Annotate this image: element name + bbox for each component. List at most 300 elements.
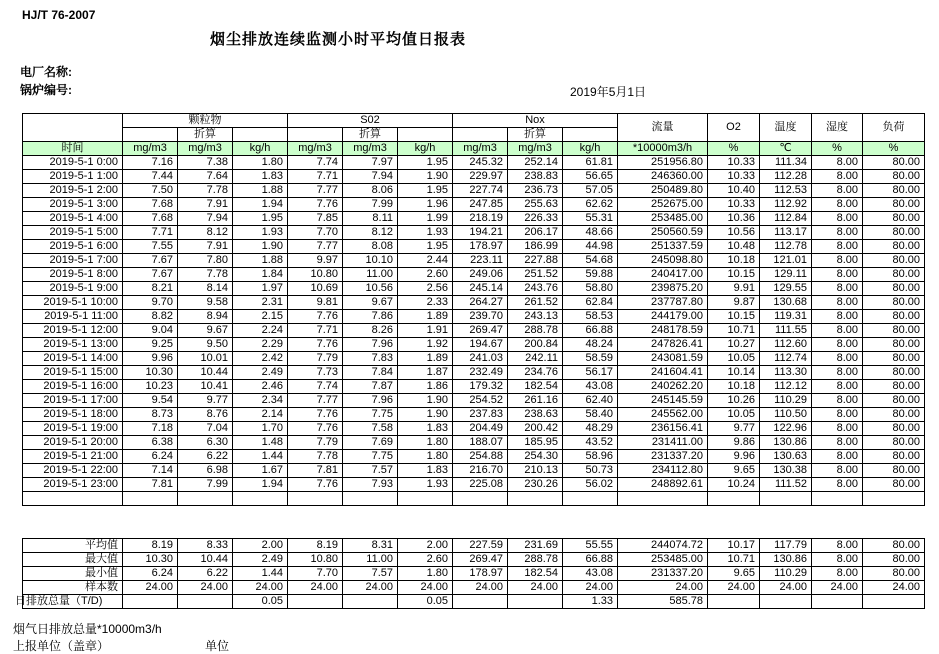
- value-cell: 231337.20: [618, 450, 708, 464]
- table-row: [23, 268, 925, 282]
- value-cell: 9.97: [288, 254, 343, 268]
- time-cell: 2019-5-1 23:00: [23, 478, 123, 492]
- value-cell: 10.36: [708, 212, 760, 226]
- value-cell: 2.33: [398, 296, 453, 310]
- empty-cell: [233, 492, 288, 506]
- empty-cell: [453, 492, 508, 506]
- time-cell: 2019-5-1 9:00: [23, 282, 123, 296]
- value-cell: 112.74: [760, 352, 812, 366]
- value-cell: 24.00: [398, 581, 453, 595]
- value-cell: 8.26: [343, 324, 398, 338]
- value-cell: 24.00: [343, 581, 398, 595]
- value-cell: 8.00: [812, 170, 863, 184]
- value-cell: 8.00: [812, 240, 863, 254]
- value-cell: 0.05: [398, 595, 453, 609]
- table-row: [23, 422, 925, 436]
- value-cell: 8.00: [812, 553, 863, 567]
- value-cell: 8.00: [812, 539, 863, 553]
- value-cell: 10.17: [708, 539, 760, 553]
- sub-converted: 折算: [343, 128, 398, 142]
- value-cell: 129.11: [760, 268, 812, 282]
- value-cell: 1.90: [398, 170, 453, 184]
- flue-gas-total-note: 烟气日排放总量*10000m3/h: [13, 622, 162, 636]
- value-cell: 251956.80: [618, 156, 708, 170]
- value-cell: 2.14: [233, 408, 288, 422]
- value-cell: 80.00: [863, 539, 925, 553]
- value-cell: 1.88: [233, 184, 288, 198]
- table-row: [23, 478, 925, 492]
- value-cell: 216.70: [453, 464, 508, 478]
- value-cell: 112.28: [760, 170, 812, 184]
- value-cell: 231.69: [508, 539, 563, 553]
- value-cell: 58.80: [563, 282, 618, 296]
- summary-label: 平均值: [23, 539, 123, 553]
- value-cell: 58.53: [563, 310, 618, 324]
- value-cell: 8.00: [812, 156, 863, 170]
- unit-cell: *10000m3/h: [618, 142, 708, 156]
- value-cell: 112.84: [760, 212, 812, 226]
- value-cell: 8.00: [812, 310, 863, 324]
- value-cell: 80.00: [863, 366, 925, 380]
- value-cell: 10.69: [288, 282, 343, 296]
- value-cell: 113.17: [760, 226, 812, 240]
- value-cell: 9.96: [708, 450, 760, 464]
- value-cell: 247826.41: [618, 338, 708, 352]
- value-cell: 10.10: [343, 254, 398, 268]
- value-cell: 2.46: [233, 380, 288, 394]
- time-cell: 2019-5-1 12:00: [23, 324, 123, 338]
- value-cell: 227.59: [453, 539, 508, 553]
- time-cell: 2019-5-1 18:00: [23, 408, 123, 422]
- value-cell: 2.42: [233, 352, 288, 366]
- time-cell: 2019-5-1 13:00: [23, 338, 123, 352]
- value-cell: 7.99: [343, 198, 398, 212]
- value-cell: 7.83: [343, 352, 398, 366]
- value-cell: 9.70: [123, 296, 178, 310]
- value-cell: 182.54: [508, 380, 563, 394]
- value-cell: 10.41: [178, 380, 233, 394]
- time-cell: 2019-5-1 21:00: [23, 450, 123, 464]
- value-cell: 10.40: [708, 184, 760, 198]
- value-cell: 178.97: [453, 567, 508, 581]
- value-cell: 9.54: [123, 394, 178, 408]
- table-row: [23, 240, 925, 254]
- value-cell: 9.81: [288, 296, 343, 310]
- value-cell: 242.11: [508, 352, 563, 366]
- table-row: [23, 408, 925, 422]
- value-cell: 1.90: [398, 408, 453, 422]
- value-cell: 7.57: [343, 464, 398, 478]
- value-cell: 7.75: [343, 408, 398, 422]
- value-cell: 2.31: [233, 296, 288, 310]
- value-cell: 43.52: [563, 436, 618, 450]
- value-cell: 9.25: [123, 338, 178, 352]
- value-cell: 9.67: [343, 296, 398, 310]
- value-cell: 7.79: [288, 352, 343, 366]
- value-cell: 255.63: [508, 198, 563, 212]
- value-cell: 80.00: [863, 567, 925, 581]
- value-cell: 1.80: [398, 567, 453, 581]
- value-cell: 10.27: [708, 338, 760, 352]
- value-cell: 1.94: [233, 478, 288, 492]
- value-cell: [453, 595, 508, 609]
- value-cell: 24.00: [760, 581, 812, 595]
- value-cell: 7.76: [288, 408, 343, 422]
- table-row: [23, 282, 925, 296]
- value-cell: 1.93: [398, 226, 453, 240]
- value-cell: 7.18: [123, 422, 178, 436]
- unit-label: 单位: [205, 639, 230, 653]
- value-cell: 1.87: [398, 366, 453, 380]
- value-cell: 7.85: [288, 212, 343, 226]
- value-cell: 7.74: [288, 380, 343, 394]
- value-cell: 234112.80: [618, 464, 708, 478]
- value-cell: 7.55: [123, 240, 178, 254]
- value-cell: 62.84: [563, 296, 618, 310]
- value-cell: 182.54: [508, 567, 563, 581]
- sub-cell: [398, 128, 453, 142]
- value-cell: 1.80: [398, 450, 453, 464]
- value-cell: 2.56: [398, 282, 453, 296]
- value-cell: 112.53: [760, 184, 812, 198]
- value-cell: 239.70: [453, 310, 508, 324]
- value-cell: 9.67: [178, 324, 233, 338]
- unit-cell: mg/m3: [178, 142, 233, 156]
- value-cell: [508, 595, 563, 609]
- value-cell: 10.14: [708, 366, 760, 380]
- value-cell: 10.44: [178, 553, 233, 567]
- summary-rows: [15, 539, 925, 609]
- value-cell: 112.92: [760, 198, 812, 212]
- time-cell: 2019-5-1 3:00: [23, 198, 123, 212]
- value-cell: 9.87: [708, 296, 760, 310]
- value-cell: 56.65: [563, 170, 618, 184]
- value-cell: 48.24: [563, 338, 618, 352]
- value-cell: 2.00: [233, 539, 288, 553]
- doc-code: HJ/T 76-2007: [22, 8, 96, 22]
- value-cell: 225.08: [453, 478, 508, 492]
- value-cell: 8.00: [812, 464, 863, 478]
- value-cell: 8.00: [812, 422, 863, 436]
- value-cell: 194.67: [453, 338, 508, 352]
- value-cell: 24.00: [123, 581, 178, 595]
- value-cell: 80.00: [863, 268, 925, 282]
- value-cell: 8.00: [812, 380, 863, 394]
- value-cell: 232.49: [453, 366, 508, 380]
- value-cell: 80.00: [863, 422, 925, 436]
- table-row: [23, 170, 925, 184]
- value-cell: 6.24: [123, 567, 178, 581]
- value-cell: 24.00: [508, 581, 563, 595]
- time-cell: 2019-5-1 19:00: [23, 422, 123, 436]
- value-cell: 10.30: [123, 366, 178, 380]
- value-cell: 1.86: [398, 380, 453, 394]
- value-cell: 238.83: [508, 170, 563, 184]
- value-cell: 231337.20: [618, 567, 708, 581]
- value-cell: 229.97: [453, 170, 508, 184]
- value-cell: 8.33: [178, 539, 233, 553]
- value-cell: 8.12: [178, 226, 233, 240]
- value-cell: 11.00: [343, 553, 398, 567]
- value-cell: 8.00: [812, 282, 863, 296]
- value-cell: 10.71: [708, 553, 760, 567]
- value-cell: 8.06: [343, 184, 398, 198]
- value-cell: 1.83: [233, 170, 288, 184]
- value-cell: 8.00: [812, 436, 863, 450]
- value-cell: 10.44: [178, 366, 233, 380]
- value-cell: 1.97: [233, 282, 288, 296]
- value-cell: 8.00: [812, 450, 863, 464]
- value-cell: 218.19: [453, 212, 508, 226]
- value-cell: 7.78: [178, 184, 233, 198]
- value-cell: 111.52: [760, 478, 812, 492]
- value-cell: 80.00: [863, 310, 925, 324]
- value-cell: 249.06: [453, 268, 508, 282]
- value-cell: 24.00: [288, 581, 343, 595]
- value-cell: 200.84: [508, 338, 563, 352]
- time-cell: 2019-5-1 2:00: [23, 184, 123, 198]
- value-cell: 112.12: [760, 380, 812, 394]
- value-cell: 236.73: [508, 184, 563, 198]
- value-cell: 253485.00: [618, 212, 708, 226]
- value-cell: 10.15: [708, 268, 760, 282]
- value-cell: 1.94: [233, 198, 288, 212]
- empty-cell: [123, 492, 178, 506]
- table-row: [23, 338, 925, 352]
- value-cell: 7.97: [343, 156, 398, 170]
- value-cell: 1.88: [233, 254, 288, 268]
- value-cell: 7.81: [288, 464, 343, 478]
- value-cell: 8.08: [343, 240, 398, 254]
- data-rows: [23, 156, 925, 506]
- value-cell: 58.59: [563, 352, 618, 366]
- value-cell: 8.00: [812, 268, 863, 282]
- value-cell: 210.13: [508, 464, 563, 478]
- table-row: [23, 156, 925, 170]
- corner-cell: [23, 114, 123, 142]
- empty-cell: [178, 492, 233, 506]
- value-cell: 80.00: [863, 352, 925, 366]
- value-cell: 247.85: [453, 198, 508, 212]
- value-cell: 58.40: [563, 408, 618, 422]
- time-cell: 2019-5-1 7:00: [23, 254, 123, 268]
- value-cell: 58.96: [563, 450, 618, 464]
- value-cell: 9.77: [178, 394, 233, 408]
- value-cell: 9.86: [708, 436, 760, 450]
- col-flow: 流量: [618, 114, 708, 142]
- value-cell: 1.80: [398, 436, 453, 450]
- table-row: [23, 198, 925, 212]
- value-cell: 7.04: [178, 422, 233, 436]
- value-cell: 1.93: [233, 226, 288, 240]
- value-cell: 129.55: [760, 282, 812, 296]
- value-cell: 10.05: [708, 408, 760, 422]
- value-cell: 80.00: [863, 282, 925, 296]
- table-row: [23, 366, 925, 380]
- value-cell: 8.94: [178, 310, 233, 324]
- value-cell: 10.23: [123, 380, 178, 394]
- time-header: 时间: [23, 142, 123, 156]
- value-cell: 7.78: [288, 450, 343, 464]
- empty-cell: [618, 492, 708, 506]
- value-cell: 80.00: [863, 254, 925, 268]
- value-cell: 236156.41: [618, 422, 708, 436]
- col-humidity: 湿度: [812, 114, 863, 142]
- value-cell: 24.00: [708, 581, 760, 595]
- value-cell: 7.38: [178, 156, 233, 170]
- empty-cell: [343, 492, 398, 506]
- value-cell: 44.98: [563, 240, 618, 254]
- value-cell: 1.91: [398, 324, 453, 338]
- value-cell: 62.62: [563, 198, 618, 212]
- value-cell: 8.12: [343, 226, 398, 240]
- summary-table: [15, 538, 925, 609]
- value-cell: 1.70: [233, 422, 288, 436]
- time-cell: 2019-5-1 4:00: [23, 212, 123, 226]
- value-cell: 48.66: [563, 226, 618, 240]
- value-cell: 121.01: [760, 254, 812, 268]
- time-cell: 2019-5-1 14:00: [23, 352, 123, 366]
- value-cell: 80.00: [863, 170, 925, 184]
- unit-cell: kg/h: [233, 142, 288, 156]
- unit-cell: %: [812, 142, 863, 156]
- value-cell: 245098.80: [618, 254, 708, 268]
- value-cell: 8.19: [288, 539, 343, 553]
- value-cell: 239875.20: [618, 282, 708, 296]
- value-cell: 24.00: [178, 581, 233, 595]
- value-cell: 10.18: [708, 254, 760, 268]
- value-cell: 2.60: [398, 268, 453, 282]
- header-units-row: [23, 142, 925, 156]
- value-cell: 243.76: [508, 282, 563, 296]
- value-cell: 7.67: [123, 268, 178, 282]
- value-cell: 130.38: [760, 464, 812, 478]
- value-cell: [123, 595, 178, 609]
- value-cell: 8.00: [812, 226, 863, 240]
- value-cell: 238.63: [508, 408, 563, 422]
- value-cell: [708, 595, 760, 609]
- plant-name-label: 电厂名称:: [20, 65, 72, 79]
- value-cell: 2.29: [233, 338, 288, 352]
- value-cell: 226.33: [508, 212, 563, 226]
- value-cell: 8.31: [343, 539, 398, 553]
- unit-cell: mg/m3: [123, 142, 178, 156]
- value-cell: 10.56: [343, 282, 398, 296]
- value-cell: 7.57: [343, 567, 398, 581]
- value-cell: 7.77: [288, 184, 343, 198]
- value-cell: 80.00: [863, 553, 925, 567]
- value-cell: 7.81: [123, 478, 178, 492]
- time-cell: 2019-5-1 15:00: [23, 366, 123, 380]
- value-cell: 7.77: [288, 394, 343, 408]
- table-row: [23, 352, 925, 366]
- value-cell: 1.83: [398, 464, 453, 478]
- group-nox: Nox: [453, 114, 618, 128]
- value-cell: 188.07: [453, 436, 508, 450]
- unit-cell: mg/m3: [453, 142, 508, 156]
- value-cell: 231411.00: [618, 436, 708, 450]
- value-cell: 24.00: [812, 581, 863, 595]
- value-cell: 237787.80: [618, 296, 708, 310]
- unit-cell: mg/m3: [343, 142, 398, 156]
- sub-cell: [233, 128, 288, 142]
- value-cell: 1.33: [563, 595, 618, 609]
- value-cell: 9.50: [178, 338, 233, 352]
- table-row: [23, 254, 925, 268]
- value-cell: 8.00: [812, 198, 863, 212]
- table-row: [23, 184, 925, 198]
- value-cell: 250489.80: [618, 184, 708, 198]
- value-cell: 111.55: [760, 324, 812, 338]
- value-cell: 80.00: [863, 408, 925, 422]
- time-cell: 2019-5-1 11:00: [23, 310, 123, 324]
- value-cell: 110.29: [760, 567, 812, 581]
- value-cell: 1.99: [398, 212, 453, 226]
- value-cell: 6.22: [178, 567, 233, 581]
- table-row: [23, 450, 925, 464]
- table-row: [23, 380, 925, 394]
- table-row: [23, 324, 925, 338]
- value-cell: 243.13: [508, 310, 563, 324]
- unit-cell: mg/m3: [508, 142, 563, 156]
- value-cell: 130.86: [760, 553, 812, 567]
- value-cell: 2.34: [233, 394, 288, 408]
- value-cell: 8.00: [812, 324, 863, 338]
- value-cell: 1.92: [398, 338, 453, 352]
- table-row: [23, 310, 925, 324]
- value-cell: 8.00: [812, 366, 863, 380]
- value-cell: 7.50: [123, 184, 178, 198]
- value-cell: 7.87: [343, 380, 398, 394]
- value-cell: 234.76: [508, 366, 563, 380]
- empty-cell: [863, 492, 925, 506]
- value-cell: 1.95: [398, 156, 453, 170]
- value-cell: 66.88: [563, 324, 618, 338]
- value-cell: 8.00: [812, 184, 863, 198]
- value-cell: 8.73: [123, 408, 178, 422]
- value-cell: 62.40: [563, 394, 618, 408]
- value-cell: 7.69: [343, 436, 398, 450]
- value-cell: 80.00: [863, 450, 925, 464]
- value-cell: 1.89: [398, 352, 453, 366]
- unit-cell: %: [708, 142, 760, 156]
- report-date: 2019年5月1日: [570, 85, 647, 99]
- value-cell: 111.34: [760, 156, 812, 170]
- sub-cell: [288, 128, 343, 142]
- value-cell: 178.97: [453, 240, 508, 254]
- value-cell: 1.95: [398, 240, 453, 254]
- value-cell: 7.76: [288, 338, 343, 352]
- value-cell: 240417.00: [618, 268, 708, 282]
- value-cell: 2.15: [233, 310, 288, 324]
- value-cell: 55.55: [563, 539, 618, 553]
- value-cell: 252.14: [508, 156, 563, 170]
- value-cell: 8.00: [812, 296, 863, 310]
- value-cell: 80.00: [863, 156, 925, 170]
- summary-row: [23, 539, 925, 553]
- empty-cell: [812, 492, 863, 506]
- value-cell: [812, 595, 863, 609]
- value-cell: 8.14: [178, 282, 233, 296]
- sub-cell: [563, 128, 618, 142]
- time-cell: 2019-5-1 1:00: [23, 170, 123, 184]
- value-cell: 252675.00: [618, 198, 708, 212]
- sub-converted: 折算: [508, 128, 563, 142]
- value-cell: 10.80: [288, 553, 343, 567]
- value-cell: 2.49: [233, 553, 288, 567]
- value-cell: 1.83: [398, 422, 453, 436]
- value-cell: 8.00: [812, 408, 863, 422]
